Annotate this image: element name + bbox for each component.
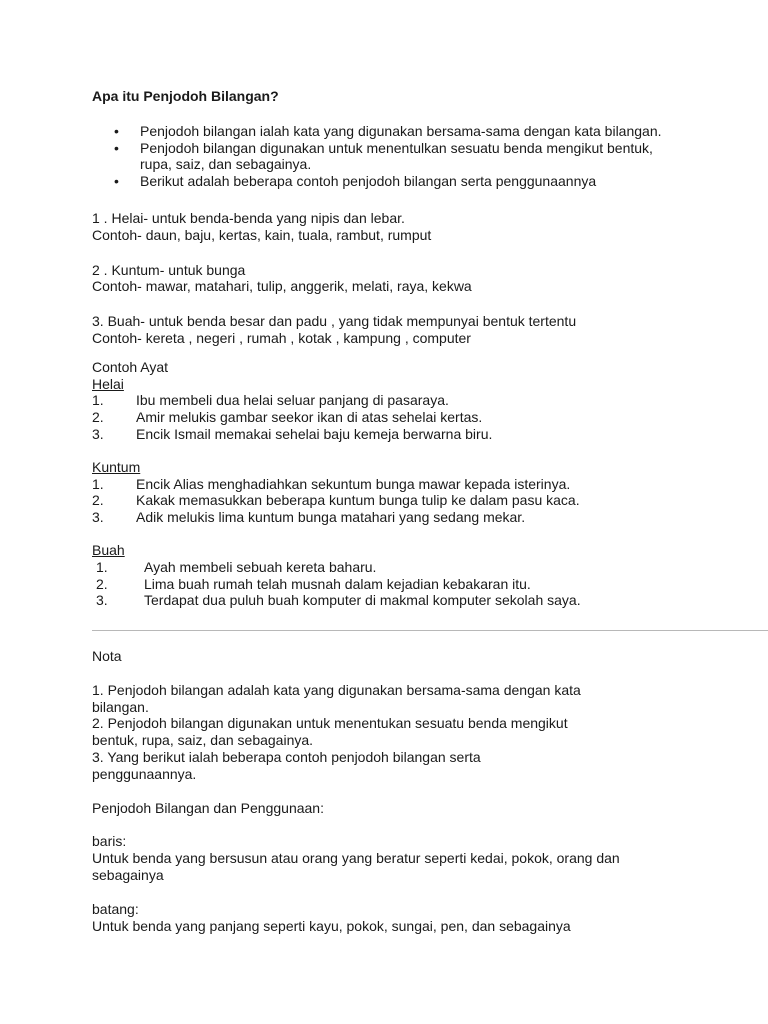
item-text: Encik Alias menghadiahkan sekuntum bunga mawar kepada isterinya. — [136, 475, 571, 492]
item-text: Amir melukis gambar seekor ikan di atas sehelai kertas. — [136, 409, 483, 426]
section-heading: 3. Buah- untuk benda besar dan padu , yang tidak mempunyai bentuk tertentu — [92, 313, 577, 330]
list-item — [92, 426, 752, 443]
item-number: 3. — [96, 592, 108, 609]
section-kuntum — [92, 262, 752, 296]
horizontal-divider — [92, 630, 768, 631]
list-item — [92, 576, 752, 593]
item-number: 2. — [92, 492, 104, 509]
item-text: Kakak memasukkan beberapa kuntum bunga tulip ke dalam pasu kaca. — [136, 492, 580, 509]
intro-bullet-list — [92, 123, 752, 190]
nota-section — [92, 648, 652, 934]
contoh-ayat-label: Contoh Ayat — [92, 358, 169, 375]
group-heading: Buah — [92, 541, 125, 558]
item-text: Lima buah rumah telah musnah dalam kejadian kebakaran itu. — [144, 575, 531, 592]
bullet-item: • Penjodoh bilangan digunakan untuk menentulkan sesuatu benda mengikut bentuk, rupa, saiz, dan sebagainya. — [92, 140, 664, 174]
group-heading: Kuntum — [92, 458, 141, 475]
section-buah — [92, 313, 752, 347]
bullet-item: • Berikut adalah beberapa contoh penjodoh bilangan serta penggunaannya — [92, 173, 664, 190]
bullet-item: • Penjodoh bilangan ialah kata yang digunakan bersama-sama dengan kata bilangan. — [92, 123, 664, 140]
item-number: 2. — [92, 409, 104, 426]
section-heading: 1 . Helai- untuk benda-benda yang nipis dan lebar. — [92, 209, 405, 226]
item-text: Ibu membeli dua helai seluar panjang di pasaraya. — [136, 392, 449, 409]
nota-heading: Penjodoh Bilangan dan Penggunaan: — [92, 799, 324, 816]
section-example: Contoh- kereta , negeri , rumah , kotak , kampung , computer — [92, 329, 471, 346]
group-buah — [92, 542, 752, 609]
item-number: 3. — [92, 509, 104, 526]
item-number: 1. — [96, 558, 108, 575]
item-number: 3. — [92, 425, 104, 442]
term-name: baris: — [92, 833, 127, 850]
section-example: Contoh- mawar, matahari, tulip, anggerik, melati, raya, kekwa — [92, 278, 472, 295]
nota-point: 2. Penjodoh bilangan digunakan untuk menentukan sesuatu benda mengikut bentuk, rupa, saiz, dan sebagainya. — [92, 715, 568, 749]
nota-point: 3. Yang berikut ialah beberapa contoh penjodoh bilangan serta penggunaannya. — [92, 748, 481, 782]
list-item — [92, 592, 752, 609]
list-item — [92, 509, 752, 526]
list-item — [92, 476, 752, 493]
nota-point: 1. Penjodoh bilangan adalah kata yang digunakan bersama-sama dengan kata bilangan. — [92, 681, 581, 715]
item-text: Encik Ismail memakai sehelai baju kemeja berwarna biru. — [136, 425, 493, 442]
nota-title: Nota — [92, 648, 122, 664]
list-item — [92, 559, 752, 576]
term-description: Untuk benda yang panjang seperti kayu, pokok, sungai, pen, dan sebagainya — [92, 917, 571, 934]
item-number: 1. — [92, 475, 104, 492]
document-page — [92, 88, 752, 625]
item-number: 2. — [96, 575, 108, 592]
list-item — [92, 409, 752, 426]
section-heading: 2 . Kuntum- untuk bunga — [92, 261, 246, 278]
page-title: Apa itu Penjodoh Bilangan? — [92, 88, 279, 104]
section-example: Contoh- daun, baju, kertas, kain, tuala, rambut, rumput — [92, 226, 432, 243]
term-name: batang: — [92, 900, 139, 917]
item-text: Ayah membeli sebuah kereta baharu. — [144, 558, 377, 575]
list-item — [92, 392, 752, 409]
group-helai — [92, 376, 752, 443]
item-text: Terdapat dua puluh buah komputer di makmal komputer sekolah saya. — [144, 592, 581, 609]
list-item — [92, 492, 752, 509]
section-helai — [92, 210, 752, 244]
group-kuntum — [92, 459, 752, 526]
group-heading: Helai — [92, 375, 124, 392]
term-description: Untuk benda yang bersusun atau orang yang beratur seperti kedai, pokok, orang dan sebagainya — [92, 850, 620, 883]
item-number: 1. — [92, 392, 104, 409]
item-text: Adik melukis lima kuntum bunga matahari yang sedang mekar. — [136, 509, 526, 526]
